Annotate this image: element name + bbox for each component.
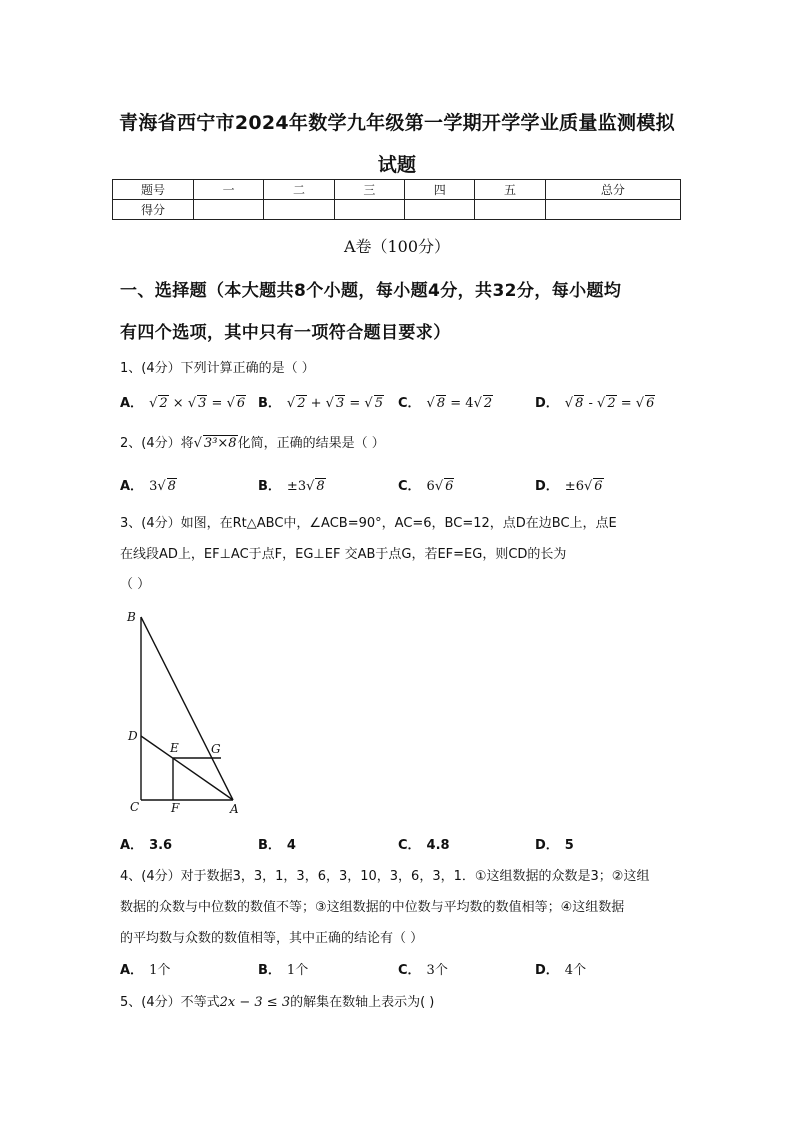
label-c: C: [130, 800, 140, 814]
score-header-cell: 总分: [545, 180, 680, 200]
option-value: 1个: [149, 963, 171, 978]
option-label: B．: [258, 963, 281, 978]
question-4-stem-continued: 数据的众数与中位数的数值不等；③这组数据的中位数与平均数的数值相等；④这组数据: [120, 900, 625, 915]
option-label: A．: [120, 963, 144, 978]
option-value: 4.8: [426, 838, 450, 853]
score-cell[interactable]: [545, 200, 680, 220]
stem-text: 化简，正确的结果是（ ）: [237, 436, 385, 451]
coefficient: 6: [426, 479, 435, 494]
stem-text: 5、(4分）不等式: [120, 995, 220, 1010]
option-value: 4个: [564, 963, 587, 978]
triangle-figure: [120, 605, 260, 820]
option-label: C．: [398, 838, 421, 853]
option-label: C．: [398, 396, 421, 411]
coefficient: ±3: [286, 479, 307, 494]
question-2-option-a[interactable]: A． 3√ 8: [120, 479, 176, 494]
radicand: 2: [483, 396, 493, 411]
question-4-option-a[interactable]: [120, 959, 170, 978]
radicand: 2: [607, 396, 616, 411]
section-title: A卷（100分）: [343, 237, 451, 256]
question-4-stem: 4、(4分）对于数据3，3，1，3，6，3，10，3，6，3，1．①这组数据的众数是3；②这组: [120, 869, 650, 884]
operator: = 4: [450, 396, 474, 411]
radicand: 6: [646, 396, 655, 411]
question-1-stem: 1、(4分）下列计算正确的是（ ）: [120, 361, 315, 376]
option-label: D．: [535, 963, 559, 978]
label-e: E: [170, 741, 179, 755]
radicand: 8: [167, 479, 176, 494]
score-header-cell: 一: [194, 180, 264, 200]
score-cell[interactable]: [334, 200, 404, 220]
operator: -: [588, 396, 593, 411]
radicand: 6: [445, 479, 454, 494]
question-2-stem: 2、(4分）将√ 3³×8化简，正确的结果是（ ）: [120, 436, 385, 451]
option-label: D．: [535, 838, 559, 853]
option-label: B．: [258, 479, 281, 494]
question-2-option-d[interactable]: D． ±6√ 6: [535, 479, 603, 494]
label-b: B: [127, 610, 136, 624]
score-cell[interactable]: [405, 200, 475, 220]
score-cell[interactable]: [194, 200, 264, 220]
option-label: D．: [535, 479, 559, 494]
operator: +: [310, 396, 322, 411]
question-4-option-d[interactable]: [535, 959, 586, 978]
label-d: D: [128, 729, 138, 743]
operator: =: [211, 396, 223, 411]
part-heading: 一、选择题（本大题共8个小题，每小题4分，共32分，每小题均: [120, 281, 622, 301]
option-label: A．: [120, 396, 144, 411]
operator: =: [620, 396, 632, 411]
score-header-cell: 三: [334, 180, 404, 200]
question-4-option-b[interactable]: [258, 959, 308, 978]
score-table-header-row: [113, 180, 681, 200]
label-a: A: [230, 802, 239, 816]
stem-text: 2、(4分）将: [120, 436, 194, 451]
radicand: 8: [316, 479, 325, 494]
radicand: 2: [159, 396, 168, 411]
page-title: 青海省西宁市2024年数学九年级第一学期开学学业质量监测模拟: [119, 112, 675, 134]
option-label: A．: [120, 479, 144, 494]
radicand: 3: [335, 396, 345, 411]
question-3-option-b[interactable]: [258, 834, 296, 853]
option-value: 1个: [286, 963, 309, 978]
question-3-option-d[interactable]: [535, 834, 574, 853]
question-1-option-a[interactable]: A． √ 2 × √ 3 = √ 6: [120, 396, 246, 411]
score-table-row: [113, 200, 681, 220]
radicand: 3³×8: [203, 436, 237, 451]
coefficient: ±6: [564, 479, 584, 494]
option-label: B．: [258, 838, 281, 853]
question-4-option-c[interactable]: [398, 959, 448, 978]
operator: =: [349, 396, 361, 411]
option-value: 4: [286, 838, 296, 853]
question-1-option-b[interactable]: B． √ 2 + √ 3 = √ 5: [258, 396, 383, 411]
score-header-cell: 二: [264, 180, 334, 200]
option-label: C．: [398, 479, 421, 494]
option-value: 3.6: [149, 838, 173, 853]
question-3-stem-continued: 在线段AD上，EF⊥AC于点F，EG⊥EF 交AB于点G，若EF=EG，则CD的长为: [120, 547, 567, 562]
label-g: G: [211, 742, 221, 756]
score-header-cell: 四: [405, 180, 475, 200]
option-label: D．: [535, 396, 559, 411]
score-header-cell: 题号: [113, 180, 194, 200]
option-label: B．: [258, 396, 281, 411]
question-2-option-b[interactable]: B． ±3√ 8: [258, 479, 325, 494]
stem-text: 的解集在数轴上表示为( ): [290, 995, 435, 1010]
score-row-label: 得分: [113, 200, 194, 220]
radicand: 8: [436, 396, 446, 411]
radicand: 3: [198, 396, 207, 411]
score-table: [112, 179, 681, 220]
label-f: F: [171, 801, 180, 815]
score-cell[interactable]: [264, 200, 334, 220]
question-1-option-d[interactable]: D． √ 8 - √ 2 = √ 6: [535, 396, 655, 411]
question-3-option-a[interactable]: [120, 834, 172, 853]
option-value: 5: [564, 838, 574, 853]
question-1-option-c[interactable]: C． √ 8 = 4√ 2: [398, 396, 493, 411]
question-2-option-c[interactable]: C． 6√ 6: [398, 479, 454, 494]
score-header-cell: 五: [475, 180, 545, 200]
question-4-stem-continued: 的平均数与众数的数值相等，其中正确的结论有（ ）: [120, 931, 424, 946]
question-3-option-c[interactable]: [398, 834, 450, 853]
question-5-stem: [120, 991, 434, 1010]
question-3-stem: 3、(4分）如图，在Rt△ABC中，∠ACB=90°，AC=6，BC=12，点D在边BC上，点E: [120, 516, 617, 531]
page-title-continued: 试题: [377, 154, 417, 176]
radicand: 6: [594, 479, 603, 494]
radicand: 5: [374, 396, 383, 411]
radicand: 2: [297, 396, 306, 411]
option-label: C．: [398, 963, 421, 978]
part-heading-continued: 有四个选项，其中只有一项符合题目要求）: [120, 323, 451, 343]
question-3-answer-bracket: （ ）: [120, 577, 151, 592]
option-value: 3个: [426, 963, 448, 978]
score-cell[interactable]: [475, 200, 545, 220]
option-label: A．: [120, 838, 144, 853]
coefficient: 3: [149, 479, 158, 494]
inequality-expression: 2x − 3 ≤ 3: [219, 995, 291, 1010]
operator: ×: [172, 396, 184, 411]
radicand: 6: [236, 396, 246, 411]
radicand: 8: [575, 396, 584, 411]
